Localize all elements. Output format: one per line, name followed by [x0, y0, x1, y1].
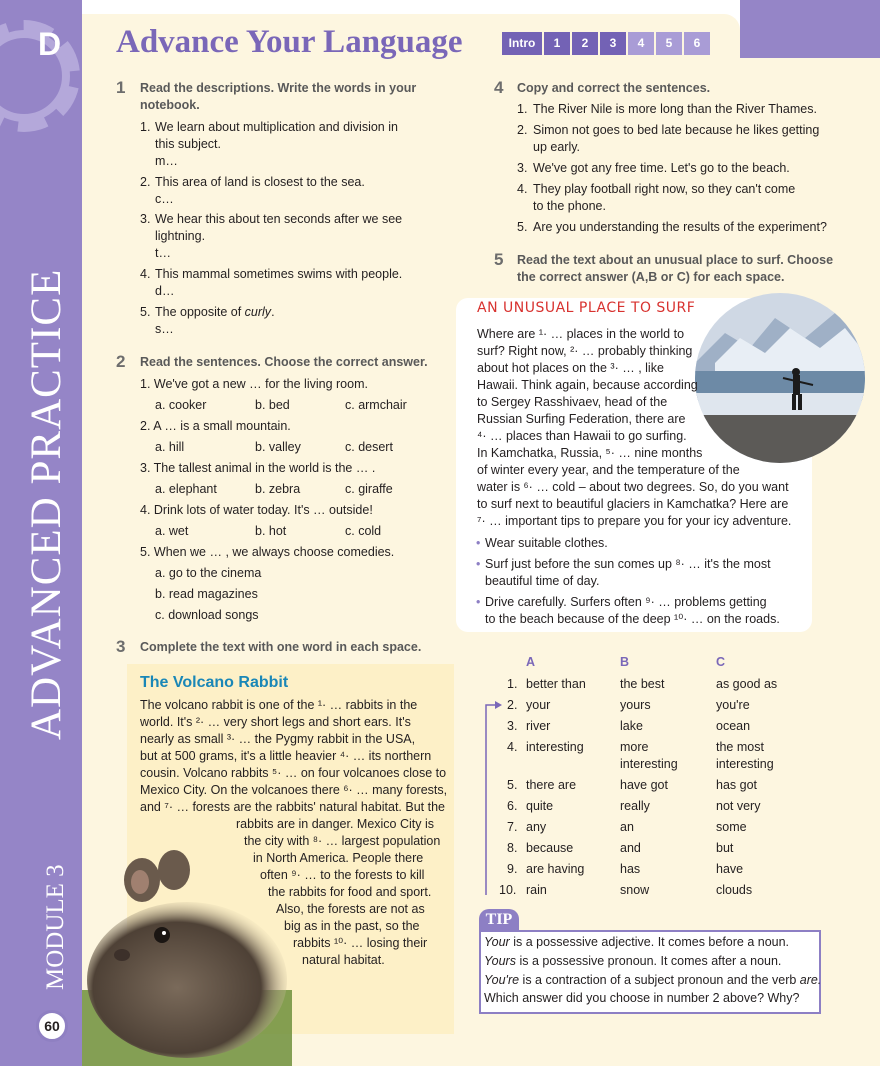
rabbit-title: The Volcano Rabbit [140, 674, 289, 691]
answer-c: have [716, 862, 744, 876]
bullet-icon: • [476, 595, 481, 609]
answer-number: 4. [507, 740, 518, 754]
answer-a: river [526, 719, 551, 733]
answer-b: an [620, 820, 634, 834]
text-line: the city with ⁸· … largest population [244, 834, 441, 848]
answer-b: really [620, 799, 650, 813]
ex4-instruction: Copy and correct the sentences. [517, 81, 711, 95]
text-line: the rabbits for food and sport. [268, 885, 432, 899]
answer-a: because [526, 841, 574, 855]
answer-option: a. cooker [155, 398, 207, 412]
answer-number: 8. [507, 841, 518, 855]
item-text: up early. [533, 140, 581, 154]
page-title: Advance Your Language [116, 24, 463, 60]
tab-1[interactable]: 1 [544, 32, 570, 55]
answer-c: but [716, 841, 734, 855]
tip-text: Drive carefully. Surfers often ⁹· … problems getting [485, 595, 767, 609]
question-text: 4. Drink lots of water today. It's … outside! [140, 503, 373, 517]
tip-line-4: Which answer did you choose in number 2 above? Why? [484, 991, 800, 1005]
item-text: They play football right now, so they can't come [533, 182, 796, 196]
answer-a: any [526, 820, 547, 834]
text-line: nearly as small ³· … the Pygmy rabbit in the USA, [140, 732, 416, 746]
tab-2[interactable]: 2 [572, 32, 598, 55]
answer-option: b. zebra [255, 482, 301, 496]
answer-a: better than [526, 677, 586, 691]
answer-number: 7. [507, 820, 518, 834]
vertical-title: ADVANCED PRACTICE [23, 268, 70, 740]
item-text: We learn about multiplication and division in [155, 120, 398, 134]
item-text: The River Nile is more long than the River Thames. [533, 102, 817, 116]
item-text: This area of land is closest to the sea. [155, 175, 365, 189]
text-line: big as in the past, so the [284, 919, 420, 933]
tab-3[interactable]: 3 [600, 32, 626, 55]
answer-b: have got [620, 778, 668, 792]
sidebar [0, 0, 82, 1066]
answer-c: some [716, 820, 747, 834]
item-hint: s… [155, 322, 174, 336]
answer-a: your [526, 698, 551, 712]
answer-c: not very [716, 799, 761, 813]
item-hint: t… [155, 246, 171, 260]
ex1-instruction: Read the descriptions. Write the words in your notebook. [140, 81, 417, 112]
surf-title: AN UNUSUAL PLACE TO SURF [477, 300, 696, 316]
item-text: Simon not goes to bed late because he likes getting [533, 123, 820, 137]
text-line: world. It's ²· … very short legs and short ears. It's [140, 715, 411, 729]
ex3-instruction: Complete the text with one word in each space. [140, 640, 422, 654]
question-text: 5. When we … , we always choose comedies. [140, 545, 395, 559]
module-tabs [502, 32, 710, 55]
text-line: often ⁹· … to the forests to kill [260, 868, 425, 882]
answer-number: 1. [507, 677, 518, 691]
answer-option: a. go to the cinema [155, 566, 262, 580]
answer-c: ocean [716, 719, 751, 733]
item-number: 1. [140, 120, 151, 134]
bullet-icon: • [476, 557, 481, 571]
ex1-number: 1 [116, 78, 126, 97]
text-line: to surf next to beautiful glaciers in Kamchatka? Here are [477, 497, 789, 511]
tab-intro[interactable]: Intro [502, 32, 542, 55]
answer-number: 9. [507, 862, 518, 876]
tip-text: Wear suitable clothes. [485, 536, 608, 550]
ex4-number: 4 [494, 78, 504, 97]
tip-line-2: Yours is a possessive pronoun. It comes after a noun. [484, 954, 782, 968]
answer-b: the best [620, 677, 665, 691]
answer-number: 2. [507, 698, 518, 712]
text-line: surf? Right now, ²· … probably thinking [477, 344, 693, 358]
text-line: The volcano rabbit is one of the ¹· … rabbits in the [140, 698, 418, 712]
item-number: 5. [517, 220, 528, 234]
surfer-photo [695, 293, 865, 463]
text-line: Also, the forests are not as [276, 902, 425, 916]
answer-a: there are [526, 778, 577, 792]
arrow-icon [478, 700, 504, 900]
text-line: in North America. People there [253, 851, 424, 865]
text-line: ⁴· … places than Hawaii to go surfing. [477, 429, 687, 443]
text-line: about hot places on the ³· … , like [477, 361, 664, 375]
item-text: We've got any free time. Let's go to the beach. [533, 161, 790, 175]
text-line: and ⁷· … forests are the rabbits' natural habitat. But the [140, 800, 445, 814]
answer-option: b. read magazines [155, 587, 258, 601]
answer-option: c. desert [345, 440, 393, 454]
answer-number: 6. [507, 799, 518, 813]
ex2-instruction: Read the sentences. Choose the correct answer. [140, 355, 428, 369]
ex5-number: 5 [494, 250, 504, 269]
tip-line-3: You're is a contraction of a subject pronoun and the verb are. [484, 973, 822, 987]
column-header: B [620, 655, 630, 669]
item-text: to the phone. [533, 199, 606, 213]
text-line: cousin. Volcano rabbits ⁵· … on four volcanoes close to [140, 766, 447, 780]
answer-b: more [620, 740, 649, 754]
text-line: but at 500 grams, it's a little heavier ⁴· … its northern [140, 749, 432, 763]
text-line: to Sergey Rasshivaev, head of the [477, 395, 668, 409]
text-line: of winter every year, and the temperature of the [477, 463, 740, 477]
item-text: lightning. [155, 229, 206, 243]
answer-a: rain [526, 883, 547, 897]
answer-option: c. armchair [345, 398, 407, 412]
module-label: MODULE 3 [42, 864, 69, 990]
column-header: C [716, 655, 726, 669]
question-text: 1. We've got a new … for the living room. [140, 377, 368, 391]
answer-number: 10. [499, 883, 517, 897]
text-line: Russian Surfing Federation, there are [477, 412, 686, 426]
item-number: 4. [140, 267, 151, 281]
ex5-instruction: Read the text about an unusual place to surf. Choose the correct answer (A,B or C) for each space. [517, 253, 834, 284]
page-number: 60 [36, 1010, 68, 1042]
answer-b: has [620, 862, 641, 876]
item-number: 2. [140, 175, 151, 189]
answer-option: a. wet [155, 524, 189, 538]
answer-a: quite [526, 799, 554, 813]
answer-a: interesting [526, 740, 584, 754]
text-line: water is ⁶· … cold – about two degrees. So, do you want [477, 480, 789, 494]
answer-option: c. giraffe [345, 482, 393, 496]
item-number: 3. [517, 161, 528, 175]
item-hint: m… [155, 154, 178, 168]
text-line: rabbits ¹⁰· … losing their [293, 936, 428, 950]
item-number: 1. [517, 102, 528, 116]
question-text: 3. The tallest animal in the world is the … . [140, 461, 376, 475]
item-hint: d… [155, 284, 175, 298]
answer-option: c. cold [345, 524, 382, 538]
text-line: natural habitat. [302, 953, 385, 967]
answer-c: interesting [716, 757, 774, 771]
ex3-number: 3 [116, 637, 126, 656]
answer-option: a. hill [155, 440, 185, 454]
column-header: A [526, 655, 536, 669]
answer-c: clouds [716, 883, 753, 897]
text-line: Where are ¹· … places in the world to [477, 327, 685, 341]
answer-number: 3. [507, 719, 518, 733]
answer-c: has got [716, 778, 758, 792]
text-line: In Kamchatka, Russia, ⁵· … nine months [477, 446, 703, 460]
item-text: The opposite of curly. [155, 305, 275, 319]
text-line: Hawaii. Think again, because according [477, 378, 698, 392]
item-hint: c… [155, 192, 174, 206]
answer-c: the most [716, 740, 764, 754]
ex2-number: 2 [116, 352, 126, 371]
bullet-icon: • [476, 536, 481, 550]
item-number: 3. [140, 212, 151, 226]
item-number: 5. [140, 305, 151, 319]
question-text: 2. A … is a small mountain. [140, 419, 291, 433]
section-letter: D [38, 26, 62, 62]
answer-b: lake [620, 719, 643, 733]
tip-text: Surf just before the sun comes up ⁸· … it's the most [485, 557, 771, 571]
answer-a: are having [526, 862, 585, 876]
answer-c: you're [716, 698, 750, 712]
answer-b: and [620, 841, 641, 855]
answer-b: yours [620, 698, 651, 712]
item-text: Are you understanding the results of the experiment? [533, 220, 827, 234]
answer-number: 5. [507, 778, 518, 792]
top-band [740, 0, 880, 58]
answer-option: a. elephant [155, 482, 217, 496]
answer-b: interesting [620, 757, 678, 771]
text-line: rabbits are in danger. Mexico City is [236, 817, 435, 831]
tab-4[interactable]: 4 [628, 32, 654, 55]
answer-b: snow [620, 883, 650, 897]
text-line: Mexico City. On the volcanoes there ⁶· … many forests, [140, 783, 448, 797]
item-text: This mammal sometimes swims with people. [155, 267, 403, 281]
answer-option: b. valley [255, 440, 301, 454]
item-number: 4. [517, 182, 528, 196]
tip-text: to the beach because of the deep ¹⁰· … on the roads. [485, 612, 780, 626]
answer-option: c. download songs [155, 608, 259, 622]
tip-label: TIP [479, 909, 519, 931]
text-line: ⁷· … important tips to prepare you for your icy adventure. [477, 514, 792, 528]
answer-c: as good as [716, 677, 778, 691]
answer-option: b. hot [255, 524, 287, 538]
tab-5[interactable]: 5 [656, 32, 682, 55]
item-number: 2. [517, 123, 528, 137]
item-text: this subject. [155, 137, 222, 151]
answer-option: b. bed [255, 398, 290, 412]
item-text: We hear this about ten seconds after we see [155, 212, 403, 226]
tab-6[interactable]: 6 [684, 32, 710, 55]
tip-line-1: Your is a possessive adjective. It comes before a noun. [484, 935, 790, 949]
tip-text: beautiful time of day. [485, 574, 600, 588]
